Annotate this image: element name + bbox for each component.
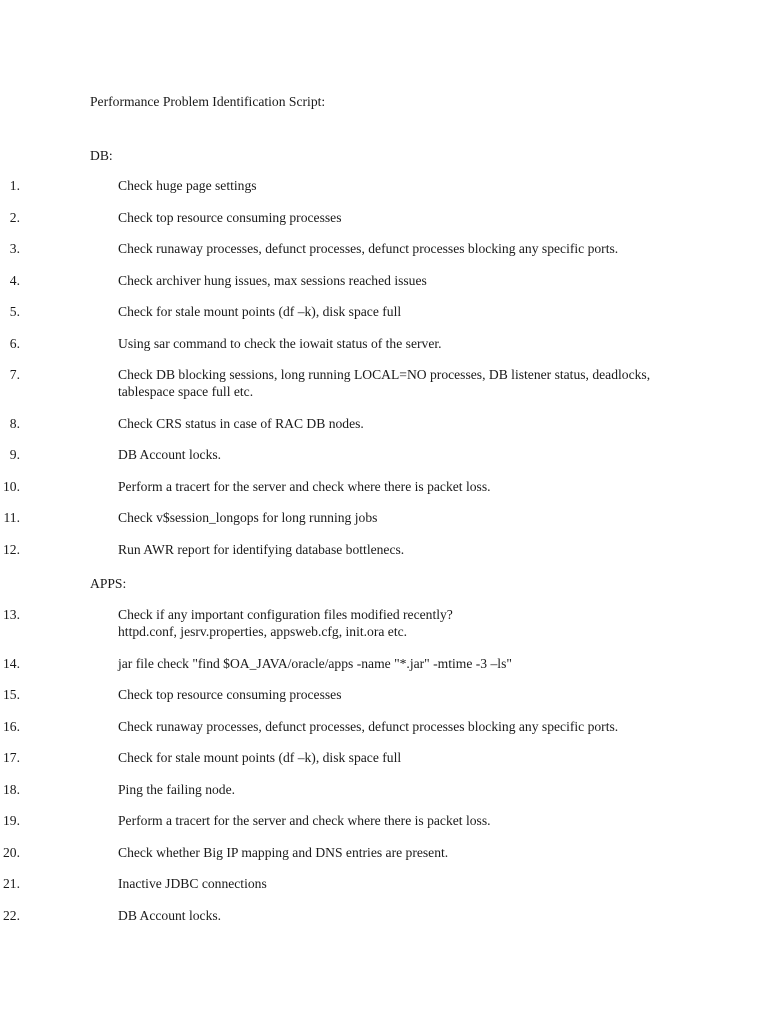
list-item	[0, 844, 678, 861]
list-item	[0, 718, 678, 735]
item-text: Check for stale mount points (df –k), disk space full	[118, 304, 402, 319]
item-text: Perform a tracert for the server and check where there is packet loss.	[118, 813, 491, 828]
list-item	[0, 541, 678, 558]
item-number: 16.	[3, 718, 20, 734]
item-text: Check runaway processes, defunct processes, defunct processes blocking any specific ports.	[118, 718, 619, 734]
item-number: 5.	[9, 304, 20, 319]
list-item	[0, 509, 678, 526]
item-number: 7.	[9, 367, 20, 382]
item-text: Check CRS status in case of RAC DB nodes.	[118, 415, 364, 431]
list-item	[0, 812, 678, 829]
item-number: 18.	[3, 781, 20, 797]
item-text: Ping the failing node.	[118, 781, 236, 797]
item-text: Check v$session_longops for long running jobs	[118, 510, 378, 525]
db-checklist	[0, 177, 768, 572]
list-item	[0, 240, 678, 257]
item-text: Check archiver hung issues, max sessions reached issues	[118, 272, 427, 288]
item-text: Check whether Big IP mapping and DNS entries are present.	[118, 844, 449, 860]
item-text: Using sar command to check the iowait status of the server.	[118, 335, 442, 351]
item-text: Check huge page settings	[118, 178, 257, 193]
item-number: 10.	[3, 478, 20, 494]
item-number: 11.	[3, 510, 20, 525]
list-item	[0, 303, 678, 320]
list-item	[0, 335, 678, 352]
item-text: Check for stale mount points (df –k), disk space full	[118, 750, 402, 765]
item-text: Check top resource consuming processes	[118, 687, 342, 702]
item-text: Check top resource consuming processes	[118, 209, 342, 225]
list-item	[0, 478, 678, 495]
item-number: 22.	[3, 907, 20, 923]
item-number: 20.	[3, 844, 20, 860]
list-item	[0, 686, 678, 703]
list-item	[0, 415, 678, 432]
item-number: 21.	[3, 876, 20, 891]
item-number: 19.	[3, 813, 20, 828]
item-text: Inactive JDBC connections	[118, 876, 267, 891]
item-number: 14.	[3, 655, 20, 671]
list-item	[0, 875, 678, 892]
item-text: Check if any important configuration files modified recently?	[118, 607, 453, 622]
list-item	[0, 655, 678, 672]
apps-checklist	[0, 606, 768, 938]
list-item	[0, 907, 678, 924]
item-text: DB Account locks.	[118, 907, 222, 923]
item-text: Perform a tracert for the server and check where there is packet loss.	[118, 478, 491, 494]
section-heading-apps: APPS:	[90, 576, 127, 591]
list-item	[0, 177, 678, 194]
item-number: 17.	[3, 750, 20, 765]
section-heading-db: DB:	[90, 148, 113, 163]
item-text: Check DB blocking sessions, long running LOCAL=NO processes, DB listener status, deadlocks,	[118, 367, 651, 382]
item-number: 9.	[9, 447, 20, 462]
list-item	[0, 272, 678, 289]
item-text-continuation: tablespace space full etc.	[118, 384, 254, 399]
list-item	[0, 749, 678, 766]
item-text: Run AWR report for identifying database bottlenecs.	[118, 541, 405, 557]
item-number: 4.	[9, 272, 20, 288]
item-number: 13.	[3, 607, 20, 622]
item-number: 3.	[9, 241, 20, 256]
list-item	[0, 606, 678, 640]
item-text-continuation: httpd.conf, jesrv.properties, appsweb.cfg, init.ora etc.	[118, 624, 408, 639]
document-title: Performance Problem Identification Script:	[90, 94, 326, 109]
item-number: 15.	[3, 687, 20, 702]
item-number: 2.	[9, 209, 20, 225]
list-item	[0, 366, 678, 400]
item-number: 8.	[9, 415, 20, 431]
item-text: DB Account locks.	[118, 447, 222, 462]
list-item	[0, 781, 678, 798]
item-number: 6.	[9, 335, 20, 351]
item-number: 1.	[9, 178, 20, 193]
list-item	[0, 446, 678, 463]
item-text: jar file check "find $OA_JAVA/oracle/apps -name "*.jar" -mtime -3 –ls"	[118, 655, 512, 671]
list-item	[0, 209, 678, 226]
item-text: Check runaway processes, defunct processes, defunct processes blocking any specific ports.	[118, 241, 619, 256]
item-number: 12.	[3, 541, 20, 557]
